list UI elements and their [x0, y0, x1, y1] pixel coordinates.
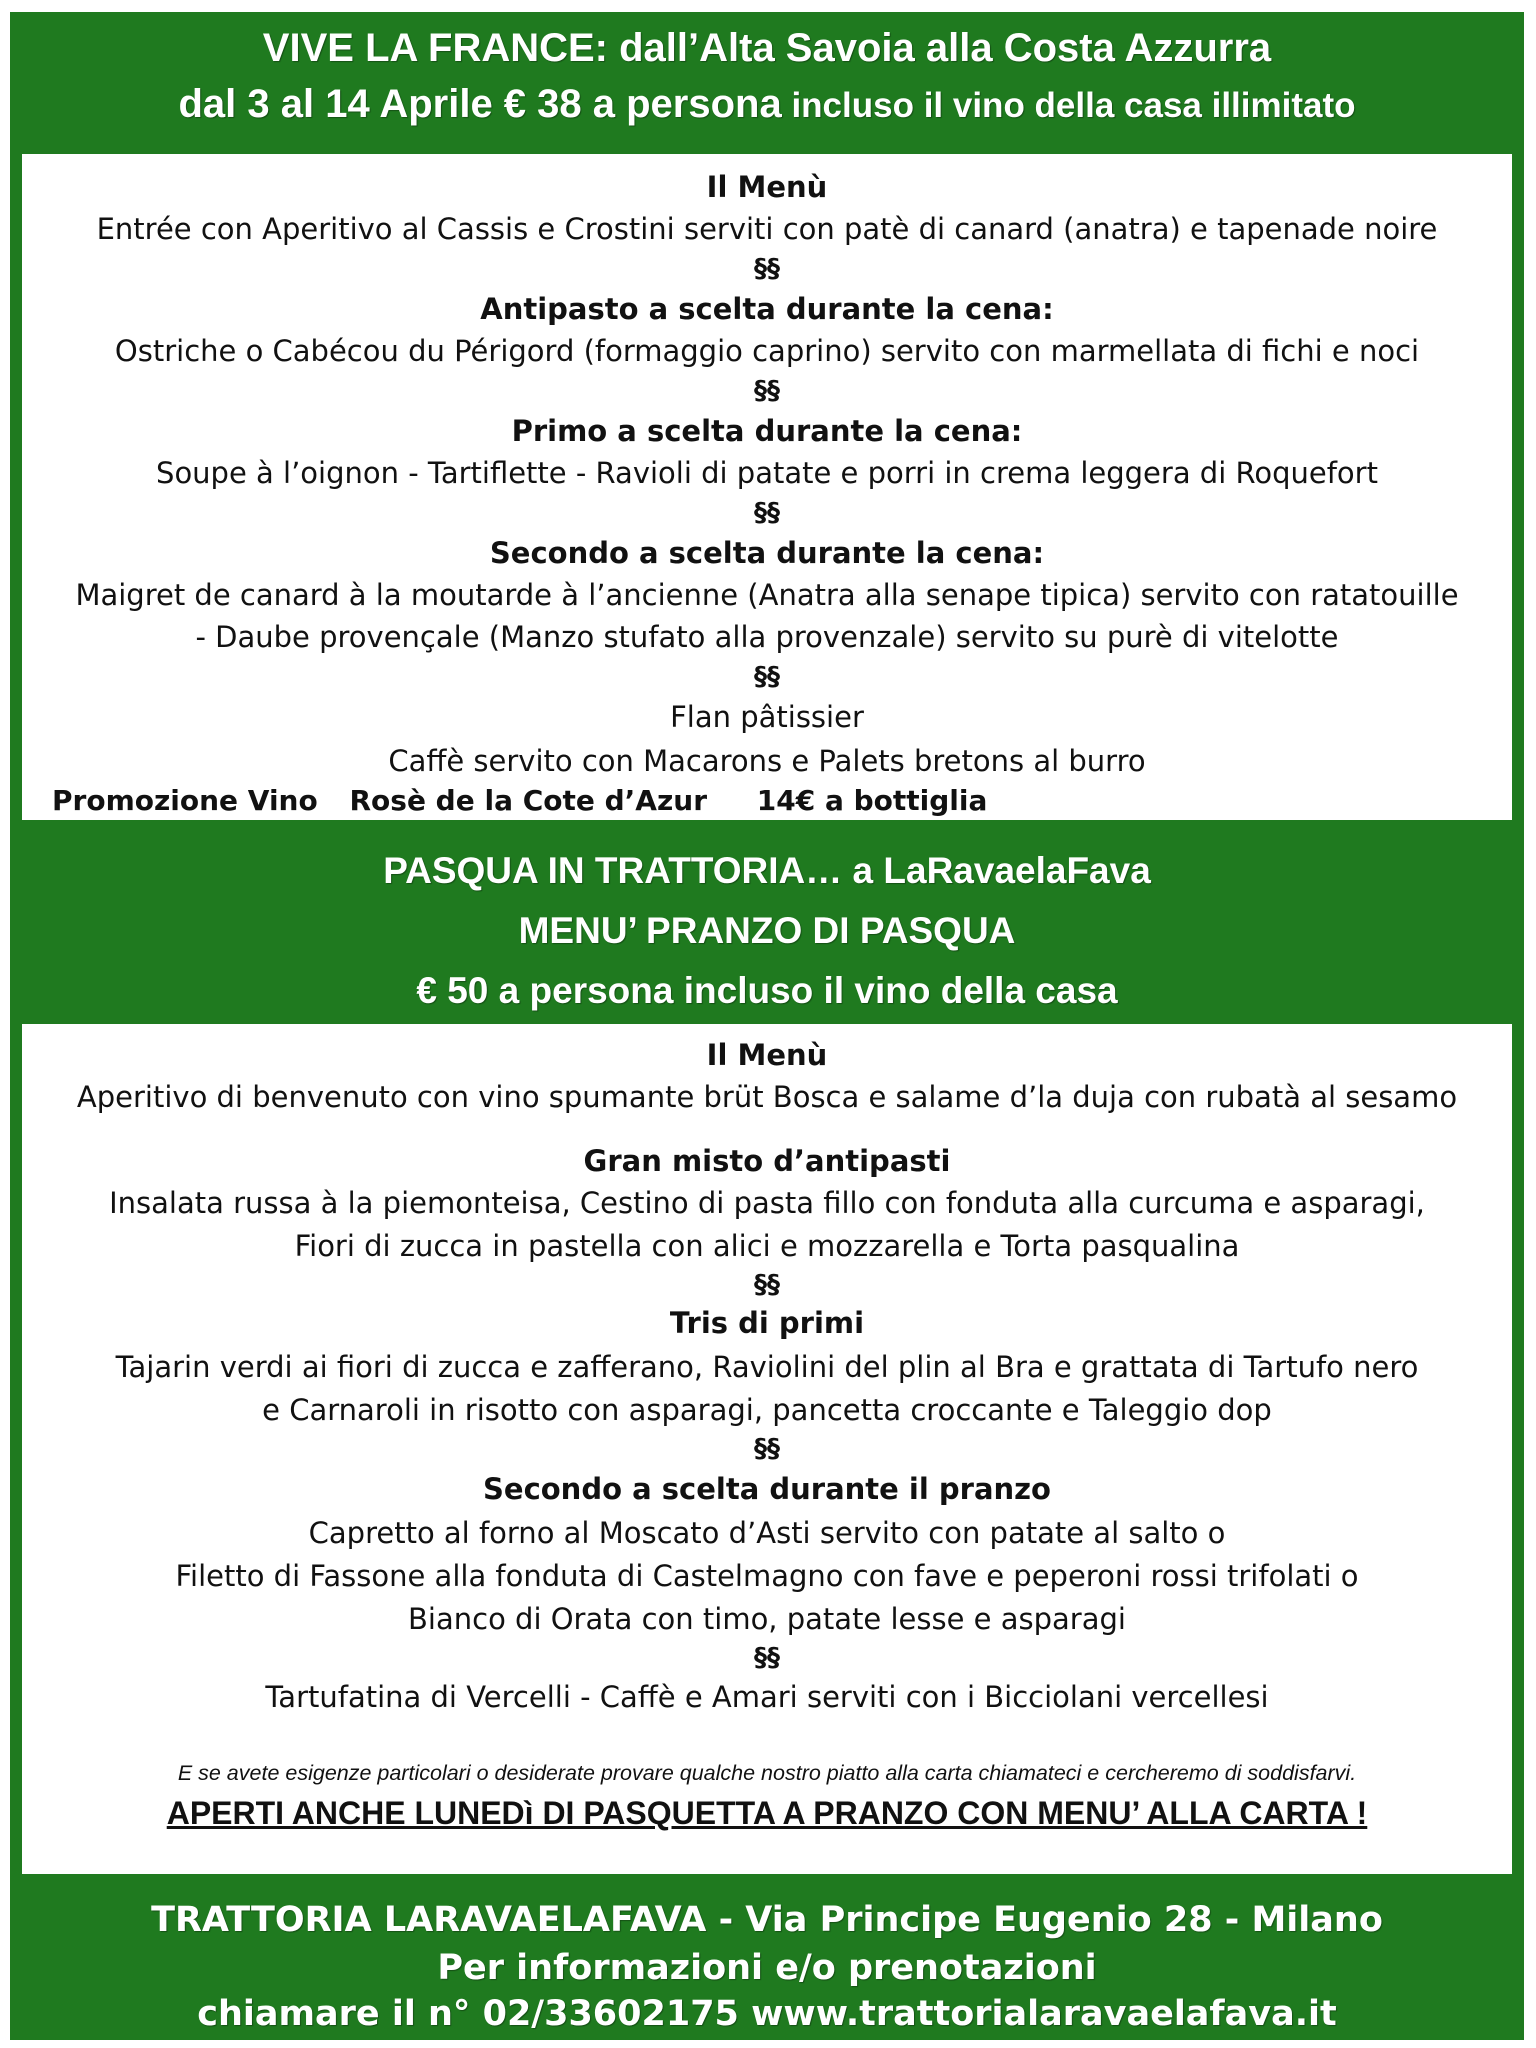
primi-line-1: Tajarin verdi ai fiori di zucca e zafferano, Raviolini del plin al Bra e grattata di Tartufo nero: [115, 1350, 1419, 1384]
secondo-heading: Secondo a scelta durante la cena:: [489, 536, 1045, 570]
primi-line-2: e Carnaroli in risotto con asparagi, pancetta croccante e Taleggio dop: [262, 1393, 1272, 1427]
easter-title: PASQUA IN TRATTORIA… a LaRavaelaFava: [383, 850, 1151, 891]
section-separator: §§: [754, 1643, 780, 1673]
menu-title: Il Menù: [706, 1038, 828, 1072]
secondo-option-2: - Daube provençale (Manzo stufato alla provenzale) servito su purè di vitelotte: [195, 620, 1339, 654]
section-separator: §§: [754, 498, 780, 528]
restaurant-address: TRATTORIA LARAVAELAFAVA - Via Principe Eugenio 28 - Milano: [151, 1900, 1383, 1940]
section-separator: §§: [754, 1270, 780, 1300]
menu-title: Il Menù: [706, 170, 828, 204]
primo-heading: Primo a scelta durante la cena:: [511, 414, 1023, 448]
france-menu-panel: [22, 154, 1512, 820]
secondo-option-1: Maigret de canard à la moutarde à l’ancienne (Anatra alla senape tipica) servito con ratatouille: [75, 578, 1459, 612]
footer-band: [10, 1874, 1524, 2040]
easter-band: [10, 820, 1524, 1024]
promo-wine: Rosè de la Cote d’Azur: [349, 784, 708, 817]
wine-promotion: [52, 784, 987, 817]
primo-text: Soupe à l’oignon - Tartiflette - Ravioli di patate e porri in crema leggera di Roquefort: [156, 456, 1378, 490]
section-separator: §§: [754, 254, 780, 284]
secondo-option-1: Capretto al forno al Moscato d’Asti servito con patate al salto o: [308, 1516, 1226, 1550]
info-line: Per informazioni e/o prenotazioni: [437, 1948, 1097, 1988]
section-separator: §§: [754, 376, 780, 406]
caffe-text: Caffè servito con Macarons e Palets bretons al burro: [388, 744, 1146, 778]
section-separator: §§: [754, 1434, 780, 1464]
contact-line: chiamare il n° 02/33602175 www.trattorialaravaelafava.it: [197, 1994, 1337, 2034]
header-title: VIVE LA FRANCE: dall’Alta Savoia alla Costa Azzurra: [262, 26, 1272, 70]
antipasto-heading: Antipasto a scelta durante la cena:: [480, 292, 1054, 326]
easter-subtitle: MENU’ PRANZO DI PASQUA: [518, 910, 1016, 951]
secondo-heading: Secondo a scelta durante il pranzo: [483, 1472, 1051, 1506]
dessert-text: Tartufatina di Vercelli - Caffè e Amari serviti con i Bicciolani vercellesi: [265, 1680, 1269, 1714]
easter-menu-panel: [22, 1024, 1512, 1874]
promo-label: Promozione Vino: [52, 784, 318, 817]
antipasti-line-1: Insalata russa à la piemonteisa, Cestino di pasta fillo con fonduta alla curcuma e asparagi,: [109, 1186, 1425, 1220]
antipasti-heading: Gran misto d’antipasti: [583, 1144, 951, 1178]
menu-entree: Entrée con Aperitivo al Cassis e Crostini serviti con patè di canard (anatra) e tapenade noire: [96, 212, 1438, 246]
header-band: [10, 12, 1524, 154]
antipasto-text: Ostriche o Cabécou du Périgord (formaggio caprino) servito con marmellata di fichi e noci: [114, 334, 1420, 368]
easter-monday-notice: APERTI ANCHE LUNEDì DI PASQUETTA A PRANZO CON MENU’ ALLA CARTA !: [166, 1795, 1368, 1831]
header-price-note: incluso il vino della casa illimitato: [781, 86, 1356, 125]
dessert-text: Flan pâtissier: [670, 700, 864, 734]
menu-aperitivo: Aperitivo di benvenuto con vino spumante brüt Bosca e salame d’la duja con rubatà al sesamo: [76, 1080, 1458, 1114]
antipasti-line-2: Fiori di zucca in pastella con alici e mozzarella e Torta pasqualina: [294, 1229, 1240, 1263]
header-price: dal 3 al 14 Aprile € 38 a persona: [178, 82, 782, 126]
special-requests-note: E se avete esigenze particolari o desiderate provare qualche nostro piatto alla carta chiamateci e cercheremo di soddisfarvi.: [177, 1761, 1357, 1785]
secondo-option-2: Filetto di Fassone alla fonduta di Castelmagno con fave e peperoni rossi trifolati o: [175, 1559, 1359, 1593]
secondo-option-3: Bianco di Orata con timo, patate lesse e asparagi: [408, 1602, 1126, 1636]
easter-price: € 50 a persona incluso il vino della casa: [416, 970, 1118, 1011]
menu-poster: [10, 12, 1524, 2040]
promo-price: 14€ a bottiglia: [756, 784, 988, 817]
primi-heading: Tris di primi: [669, 1306, 865, 1340]
section-separator: §§: [754, 662, 780, 692]
header-dates-price: [10, 82, 1524, 127]
